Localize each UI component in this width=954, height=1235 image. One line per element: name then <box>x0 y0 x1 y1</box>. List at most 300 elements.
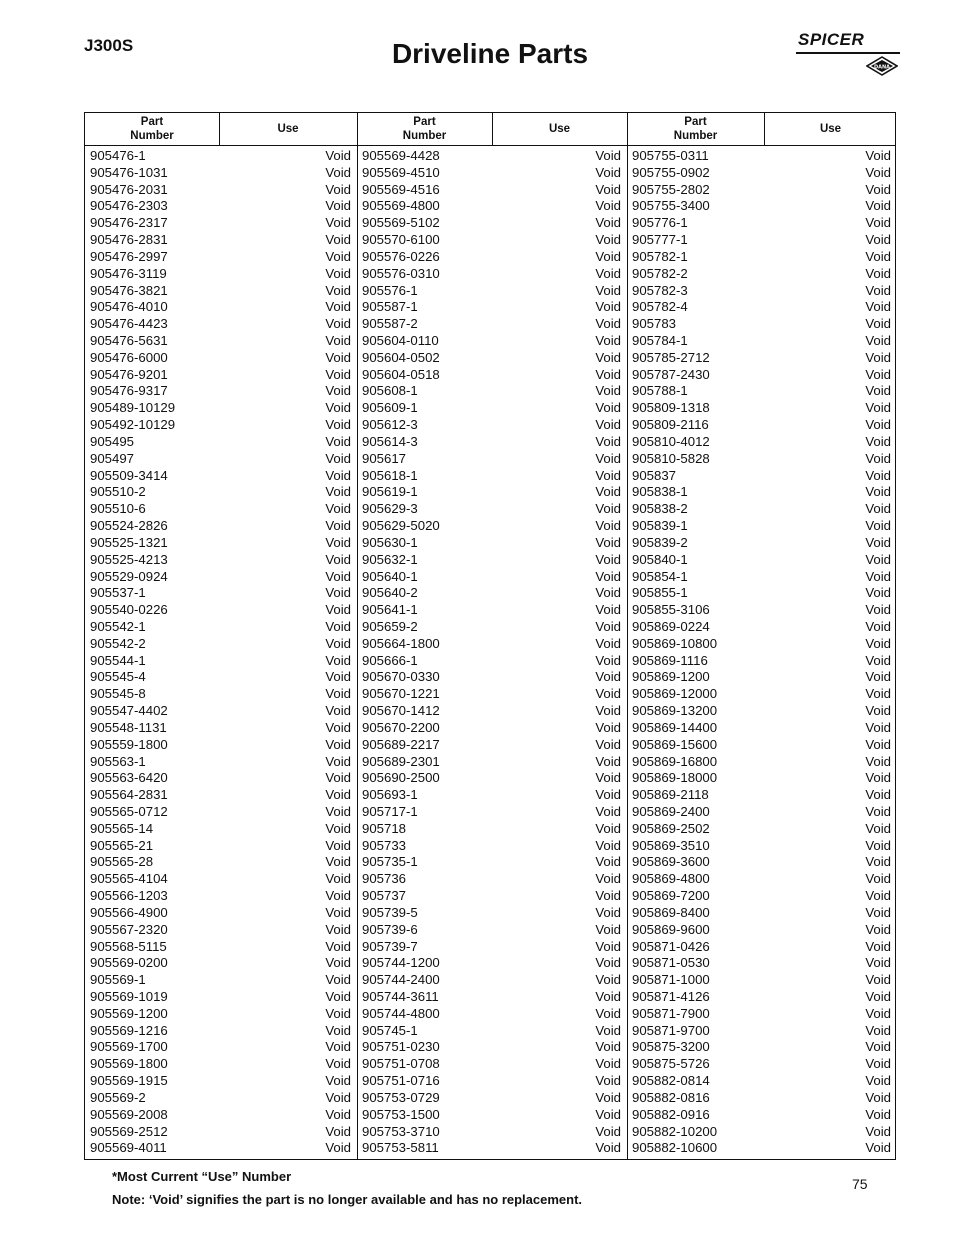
table-row <box>362 585 621 602</box>
part-number: 905576-0226 <box>362 248 440 264</box>
part-number: 905492-10129 <box>90 417 176 433</box>
table-row <box>362 249 621 266</box>
table-row <box>90 770 351 787</box>
use-value: Void <box>595 669 621 685</box>
table-row <box>90 737 351 754</box>
table-row <box>90 1073 351 1090</box>
use-value: Void <box>595 618 621 634</box>
part-number: 905537-1 <box>90 585 146 601</box>
part-number: 905476-9201 <box>90 366 168 382</box>
part-number: 905476-2831 <box>90 232 168 248</box>
table-row <box>632 501 891 518</box>
use-value: Void <box>865 618 891 634</box>
part-number: 905569-2008 <box>90 1106 168 1122</box>
part-number: 905476-2303 <box>90 198 168 214</box>
part-number: 905776-1 <box>632 215 688 231</box>
use-value: Void <box>595 888 621 904</box>
table-row <box>362 686 621 703</box>
table-row <box>362 1006 621 1023</box>
part-number: 905810-4012 <box>632 433 710 449</box>
use-value: Void <box>865 568 891 584</box>
use-value: Void <box>865 1056 891 1072</box>
part-number: 905882-0816 <box>632 1089 710 1105</box>
table-row <box>362 636 621 653</box>
use-value: Void <box>595 1005 621 1021</box>
table-row <box>90 669 351 686</box>
part-number: 905576-1 <box>362 282 418 298</box>
document-code: J300S <box>84 36 134 55</box>
part-number: 905785-2712 <box>632 349 710 365</box>
footnote-void-note: Note: ‘Void’ signifies the part is no longer available and has no replacement. <box>112 1192 583 1207</box>
table-row <box>362 854 621 871</box>
table-row <box>90 518 351 535</box>
use-value: Void <box>325 501 351 517</box>
table-row <box>632 1023 891 1040</box>
part-number: 905604-0110 <box>362 333 439 349</box>
part-number: 905544-1 <box>90 652 146 668</box>
table-row <box>90 703 351 720</box>
table-row <box>632 569 891 586</box>
table-row <box>632 316 891 333</box>
part-number: 905854-1 <box>632 568 688 584</box>
use-value: Void <box>325 635 351 651</box>
part-number: 905753-3710 <box>362 1123 440 1139</box>
part-number: 905664-1800 <box>362 635 440 651</box>
table-row <box>90 585 351 602</box>
use-value: Void <box>325 1106 351 1122</box>
use-value: Void <box>595 803 621 819</box>
use-value: Void <box>865 232 891 248</box>
use-value: Void <box>595 248 621 264</box>
part-number: 905690-2500 <box>362 770 440 786</box>
table-row <box>362 770 621 787</box>
use-value: Void <box>595 989 621 1004</box>
part-number: 905569-4510 <box>362 164 440 180</box>
use-value: Void <box>595 921 621 937</box>
use-value: Void <box>595 349 621 365</box>
use-value: Void <box>325 164 351 180</box>
use-value: Void <box>595 450 621 466</box>
table-row <box>632 333 891 350</box>
table-row <box>90 1056 351 1073</box>
use-value: Void <box>325 652 351 668</box>
part-number: 905882-10600 <box>632 1140 718 1156</box>
part-number: 905569-4516 <box>362 181 440 197</box>
part-number: 905755-0902 <box>632 164 710 180</box>
use-value: Void <box>325 618 351 634</box>
use-value: Void <box>595 568 621 584</box>
table-row <box>90 215 351 232</box>
table-row <box>362 804 621 821</box>
table-row <box>362 299 621 316</box>
part-number: 905782-1 <box>632 248 688 264</box>
part-number: 905569-1700 <box>90 1039 168 1055</box>
part-number: 905869-2400 <box>632 803 710 819</box>
use-value: Void <box>865 635 891 651</box>
table-row <box>90 249 351 266</box>
table-row <box>90 888 351 905</box>
use-value: Void <box>325 1056 351 1072</box>
table-row <box>90 804 351 821</box>
part-number: 905640-1 <box>362 568 418 584</box>
part-number: 905739-6 <box>362 921 418 937</box>
use-value: Void <box>325 148 351 163</box>
table-row <box>632 249 891 266</box>
table-row <box>90 501 351 518</box>
part-number: 905569-1800 <box>90 1056 168 1072</box>
use-value: Void <box>865 938 891 954</box>
use-value: Void <box>595 265 621 281</box>
part-number: 905670-0330 <box>362 669 440 685</box>
part-number: 905744-2400 <box>362 972 440 988</box>
part-number: 905739-5 <box>362 904 418 920</box>
part-number: 905670-1412 <box>362 703 440 719</box>
part-number: 905565-4104 <box>90 871 168 887</box>
table-row <box>90 686 351 703</box>
table-row <box>362 972 621 989</box>
use-value: Void <box>595 518 621 534</box>
table-row <box>362 838 621 855</box>
use-value: Void <box>865 383 891 399</box>
part-number: 905840-1 <box>632 551 688 567</box>
header-part-number: Part Number <box>673 116 718 142</box>
use-value: Void <box>865 518 891 534</box>
table-row <box>90 720 351 737</box>
use-value: Void <box>865 989 891 1004</box>
use-value: Void <box>595 383 621 399</box>
use-value: Void <box>325 568 351 584</box>
part-number: 905545-4 <box>90 669 146 685</box>
part-number: 905869-2502 <box>632 820 710 836</box>
use-value: Void <box>325 938 351 954</box>
use-value: Void <box>865 248 891 264</box>
part-number: 905540-0226 <box>90 602 168 618</box>
table-row <box>632 1090 891 1107</box>
spicer-logo <box>796 30 902 78</box>
use-value: Void <box>595 534 621 550</box>
part-number: 905641-1 <box>362 602 418 618</box>
part-number: 905547-4402 <box>90 703 168 719</box>
table-row <box>362 888 621 905</box>
part-number: 905587-2 <box>362 316 418 332</box>
use-value: Void <box>595 1039 621 1055</box>
part-number: 905476-3821 <box>90 282 168 298</box>
header-divider <box>492 113 493 145</box>
part-number: 905751-0716 <box>362 1073 440 1089</box>
part-number: 905855-3106 <box>632 602 710 618</box>
use-value: Void <box>325 181 351 197</box>
table-row <box>632 821 891 838</box>
use-value: Void <box>865 181 891 197</box>
table-row <box>90 838 351 855</box>
part-number: 905839-2 <box>632 534 688 550</box>
part-number: 905739-7 <box>362 938 418 954</box>
part-number: 905612-3 <box>362 417 418 433</box>
table-row <box>362 1023 621 1040</box>
part-number: 905869-9600 <box>632 921 710 937</box>
part-number: 905568-5115 <box>90 938 167 954</box>
table-row <box>90 989 351 1006</box>
table-row <box>90 821 351 838</box>
part-number: 905563-6420 <box>90 770 168 786</box>
use-value: Void <box>595 1073 621 1089</box>
table-row <box>362 1056 621 1073</box>
table-row <box>90 922 351 939</box>
use-value: Void <box>595 198 621 214</box>
use-value: Void <box>865 703 891 719</box>
use-value: Void <box>865 736 891 752</box>
use-value: Void <box>325 349 351 365</box>
use-value: Void <box>595 1056 621 1072</box>
table-row <box>632 468 891 485</box>
table-row <box>362 619 621 636</box>
use-value: Void <box>595 719 621 735</box>
use-value: Void <box>325 333 351 349</box>
table-row <box>632 451 891 468</box>
part-number: 905608-1 <box>362 383 418 399</box>
part-number: 905509-3414 <box>90 467 168 483</box>
table-row <box>362 333 621 350</box>
part-number: 905753-5811 <box>362 1140 439 1156</box>
use-value: Void <box>325 433 351 449</box>
use-value: Void <box>865 534 891 550</box>
use-value: Void <box>595 232 621 248</box>
part-number: 905569-1915 <box>90 1073 168 1089</box>
part-number: 905869-7200 <box>632 888 710 904</box>
part-number: 905809-1318 <box>632 400 710 416</box>
table-row <box>362 383 621 400</box>
part-number: 905629-5020 <box>362 518 440 534</box>
table-row <box>362 484 621 501</box>
use-value: Void <box>595 686 621 702</box>
part-number: 905476-9317 <box>90 383 168 399</box>
table-row <box>362 232 621 249</box>
part-number: 905689-2217 <box>362 736 440 752</box>
use-value: Void <box>865 1123 891 1139</box>
use-value: Void <box>595 1022 621 1038</box>
table-row <box>90 1124 351 1141</box>
use-value: Void <box>865 198 891 214</box>
table-row <box>632 367 891 384</box>
use-value: Void <box>325 316 351 332</box>
table-row <box>90 434 351 451</box>
table-row <box>362 535 621 552</box>
part-number: 905569-1200 <box>90 1005 168 1021</box>
use-value: Void <box>325 467 351 483</box>
use-value: Void <box>325 972 351 988</box>
table-row <box>90 400 351 417</box>
part-number: 905810-5828 <box>632 450 710 466</box>
table-row <box>632 754 891 771</box>
use-value: Void <box>865 837 891 853</box>
use-value: Void <box>595 501 621 517</box>
use-value: Void <box>325 669 351 685</box>
part-number: 905869-14400 <box>632 719 718 735</box>
table-row <box>632 484 891 501</box>
use-value: Void <box>865 1039 891 1055</box>
table-row <box>362 939 621 956</box>
use-value: Void <box>325 265 351 281</box>
use-value: Void <box>595 652 621 668</box>
table-row <box>632 888 891 905</box>
part-number: 905569-5102 <box>362 215 440 231</box>
use-value: Void <box>865 433 891 449</box>
table-row <box>90 198 351 215</box>
part-number: 905566-1203 <box>90 888 168 904</box>
use-value: Void <box>325 1022 351 1038</box>
table-row <box>90 468 351 485</box>
part-number: 905869-1116 <box>632 652 708 668</box>
table-row <box>362 955 621 972</box>
table-row <box>362 737 621 754</box>
table-row <box>362 501 621 518</box>
part-number: 905548-1131 <box>90 719 167 735</box>
use-value: Void <box>325 450 351 466</box>
part-number: 905837 <box>632 467 677 483</box>
table-row <box>362 720 621 737</box>
use-value: Void <box>595 938 621 954</box>
part-number: 905618-1 <box>362 467 418 483</box>
table-row <box>90 854 351 871</box>
use-value: Void <box>595 904 621 920</box>
use-value: Void <box>865 871 891 887</box>
part-number: 905567-2320 <box>90 921 168 937</box>
page-title: Driveline Parts <box>391 38 589 69</box>
use-value: Void <box>865 316 891 332</box>
part-number: 905525-4213 <box>90 551 168 567</box>
part-number: 905745-1 <box>362 1022 418 1038</box>
use-value: Void <box>325 1073 351 1089</box>
table-row <box>632 804 891 821</box>
table-row <box>362 148 621 165</box>
page-number: 75 <box>852 1176 868 1192</box>
table-row <box>362 350 621 367</box>
part-number: 905869-18000 <box>632 770 718 786</box>
use-value: Void <box>865 585 891 601</box>
table-row <box>90 350 351 367</box>
header-divider <box>764 113 765 145</box>
use-value: Void <box>865 1005 891 1021</box>
use-value: Void <box>865 753 891 769</box>
logo-wordmark: SPICER <box>798 30 865 49</box>
use-value: Void <box>325 703 351 719</box>
use-value: Void <box>325 837 351 853</box>
use-value: Void <box>595 1140 621 1156</box>
part-number: 905476-1 <box>90 148 146 163</box>
part-number: 905871-4126 <box>632 989 710 1004</box>
use-value: Void <box>865 467 891 483</box>
part-number: 905569-4428 <box>362 148 440 163</box>
use-value: Void <box>865 551 891 567</box>
table-row <box>362 569 621 586</box>
table-row <box>362 1039 621 1056</box>
table-row <box>632 854 891 871</box>
use-value: Void <box>595 484 621 500</box>
table-row <box>632 922 891 939</box>
table-row <box>362 754 621 771</box>
part-number: 905875-3200 <box>632 1039 710 1055</box>
part-number: 905755-3400 <box>632 198 710 214</box>
part-number: 905565-14 <box>90 820 154 836</box>
table-row <box>632 266 891 283</box>
table-row <box>90 1140 351 1157</box>
use-value: Void <box>865 686 891 702</box>
part-number: 905689-2301 <box>362 753 440 769</box>
use-value: Void <box>595 1106 621 1122</box>
table-row <box>632 383 891 400</box>
table-row <box>632 1056 891 1073</box>
table-row <box>90 451 351 468</box>
part-number: 905569-4800 <box>362 198 440 214</box>
use-value: Void <box>865 299 891 315</box>
table-row <box>90 1006 351 1023</box>
table-row <box>632 350 891 367</box>
part-number: 905869-4800 <box>632 871 710 887</box>
table-row <box>90 417 351 434</box>
part-number: 905565-0712 <box>90 803 168 819</box>
dana-text: DANA <box>873 64 891 71</box>
table-row <box>632 720 891 737</box>
part-number: 905476-4010 <box>90 299 168 315</box>
table-row <box>632 737 891 754</box>
part-number: 905604-0518 <box>362 366 440 382</box>
header-part-number: Part Number <box>130 116 174 142</box>
table-row <box>362 417 621 434</box>
part-number: 905566-4900 <box>90 904 168 920</box>
part-number: 905871-1000 <box>632 972 710 988</box>
table-row <box>362 1140 621 1157</box>
use-value: Void <box>595 148 621 163</box>
use-value: Void <box>325 686 351 702</box>
use-value: Void <box>595 787 621 803</box>
use-value: Void <box>865 164 891 180</box>
use-value: Void <box>865 803 891 819</box>
table-row <box>362 922 621 939</box>
use-value: Void <box>595 467 621 483</box>
table-row <box>362 871 621 888</box>
use-value: Void <box>865 484 891 500</box>
use-value: Void <box>325 484 351 500</box>
table-row <box>362 787 621 804</box>
table-row <box>90 1039 351 1056</box>
part-number: 905751-0708 <box>362 1056 440 1072</box>
table-row <box>362 1124 621 1141</box>
part-number: 905659-2 <box>362 618 418 634</box>
use-value: Void <box>865 1089 891 1105</box>
footnote-current-use: *Most Current “Use” Number <box>112 1169 292 1184</box>
part-number: 905617 <box>362 450 407 466</box>
part-number: 905640-2 <box>362 585 418 601</box>
use-value: Void <box>325 1140 351 1156</box>
column-divider <box>627 145 628 1159</box>
table-row <box>362 653 621 670</box>
table-row <box>90 316 351 333</box>
use-value: Void <box>325 989 351 1004</box>
use-value: Void <box>595 215 621 231</box>
use-value: Void <box>595 282 621 298</box>
use-value: Void <box>865 400 891 416</box>
use-value: Void <box>865 1073 891 1089</box>
use-value: Void <box>325 803 351 819</box>
table-header <box>85 113 895 146</box>
table-row <box>632 1073 891 1090</box>
table-row <box>362 215 621 232</box>
part-number: 905604-0502 <box>362 349 440 365</box>
table-row <box>362 316 621 333</box>
use-value: Void <box>325 215 351 231</box>
part-number: 905476-5631 <box>90 333 168 349</box>
part-number: 905869-3600 <box>632 854 710 870</box>
